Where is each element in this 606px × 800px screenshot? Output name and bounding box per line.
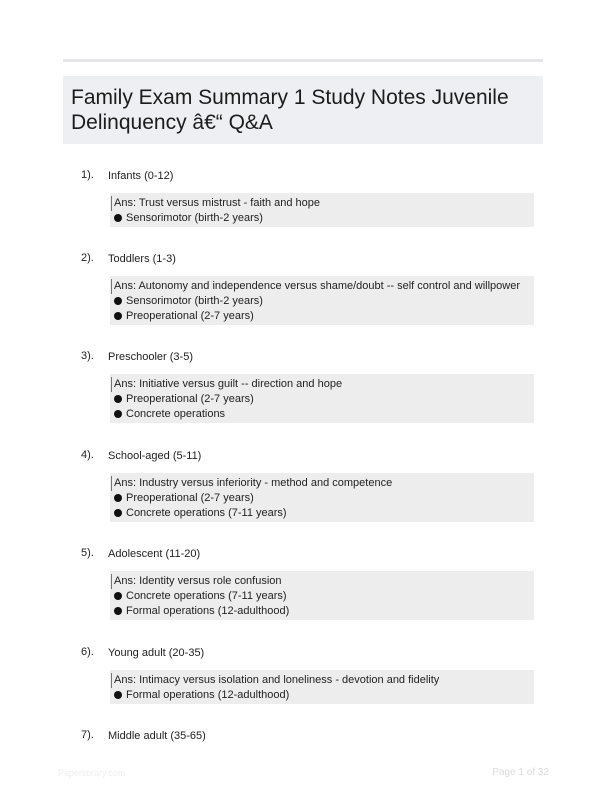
answer-text: Ans: Intimacy versus isolation and loneliness - devotion and fidelity	[111, 673, 534, 688]
question-text: Young adult (20-35)	[108, 647, 205, 659]
bullet-icon	[114, 592, 122, 600]
answer-text: Ans: Trust versus mistrust - faith and hope	[111, 196, 534, 211]
bullet-icon	[114, 494, 122, 502]
answer-bullet-item	[114, 491, 534, 506]
title-banner	[63, 76, 543, 144]
bullet-text: Concrete operations (7-11 years)	[126, 590, 287, 602]
question-number: 6).	[81, 646, 94, 658]
answer-bullet-item	[114, 294, 534, 309]
question-number: 3).	[81, 350, 94, 362]
bullet-icon	[114, 509, 122, 517]
question-text: Middle adult (35-65)	[108, 730, 206, 742]
question-text: Infants (0-12)	[108, 170, 174, 182]
answer-box	[110, 473, 534, 522]
answer-box	[110, 374, 534, 423]
answer-box	[110, 571, 534, 620]
bullet-text: Formal operations (12-adulthood)	[126, 689, 290, 701]
answer-box	[110, 276, 534, 325]
bullet-icon	[114, 607, 122, 615]
bullet-text: Preoperational (2-7 years)	[126, 310, 254, 322]
answer-bullet-item	[114, 589, 534, 604]
question-number: 5).	[81, 547, 94, 559]
bullet-icon	[114, 410, 122, 418]
question-text: Toddlers (1-3)	[108, 253, 176, 265]
answer-bullet-item	[114, 688, 534, 703]
bullet-text: Preoperational (2-7 years)	[126, 393, 254, 405]
answer-bullet-item	[114, 392, 534, 407]
answer-text: Ans: Industry versus inferiority - method and competence	[111, 476, 534, 491]
bullet-text: Concrete operations	[126, 408, 226, 420]
question-text: Adolescent (11-20)	[108, 548, 201, 560]
answer-bullet-item	[114, 211, 534, 226]
bullet-icon	[114, 312, 122, 320]
top-divider	[63, 59, 543, 62]
bullet-icon	[114, 297, 122, 305]
footer-site: Paperlibrary.com	[58, 768, 126, 778]
answer-bullet-item	[114, 309, 534, 324]
bullet-icon	[114, 691, 122, 699]
question-number: 2).	[81, 252, 94, 264]
page-indicator: Page 1 of 32	[492, 767, 549, 778]
answer-bullet-item	[114, 506, 534, 521]
answer-text: Ans: Autonomy and independence versus shame/doubt -- self control and willpower	[111, 279, 534, 294]
question-number: 4).	[81, 449, 94, 461]
answer-box	[110, 193, 534, 227]
question-number: 1).	[81, 169, 94, 181]
answer-bullet-item	[114, 604, 534, 619]
answer-text: Ans: Initiative versus guilt -- direction and hope	[111, 377, 534, 392]
bullet-text: Sensorimotor (birth-2 years)	[126, 295, 263, 307]
bullet-text: Sensorimotor (birth-2 years)	[126, 212, 263, 224]
document-title: Family Exam Summary 1 Study Notes Juvenile Delinquency â€“ Q&A	[71, 86, 509, 134]
bullet-icon	[114, 395, 122, 403]
bullet-icon	[114, 214, 122, 222]
answer-box	[110, 670, 534, 704]
answer-bullet-item	[114, 407, 534, 422]
bullet-text: Concrete operations (7-11 years)	[126, 507, 287, 519]
bullet-text: Preoperational (2-7 years)	[126, 492, 254, 504]
question-text: Preschooler (3-5)	[108, 351, 193, 363]
bullet-text: Formal operations (12-adulthood)	[126, 605, 290, 617]
question-text: School-aged (5-11)	[108, 450, 202, 462]
question-number: 7).	[81, 729, 94, 741]
answer-text: Ans: Identity versus role confusion	[111, 574, 534, 589]
